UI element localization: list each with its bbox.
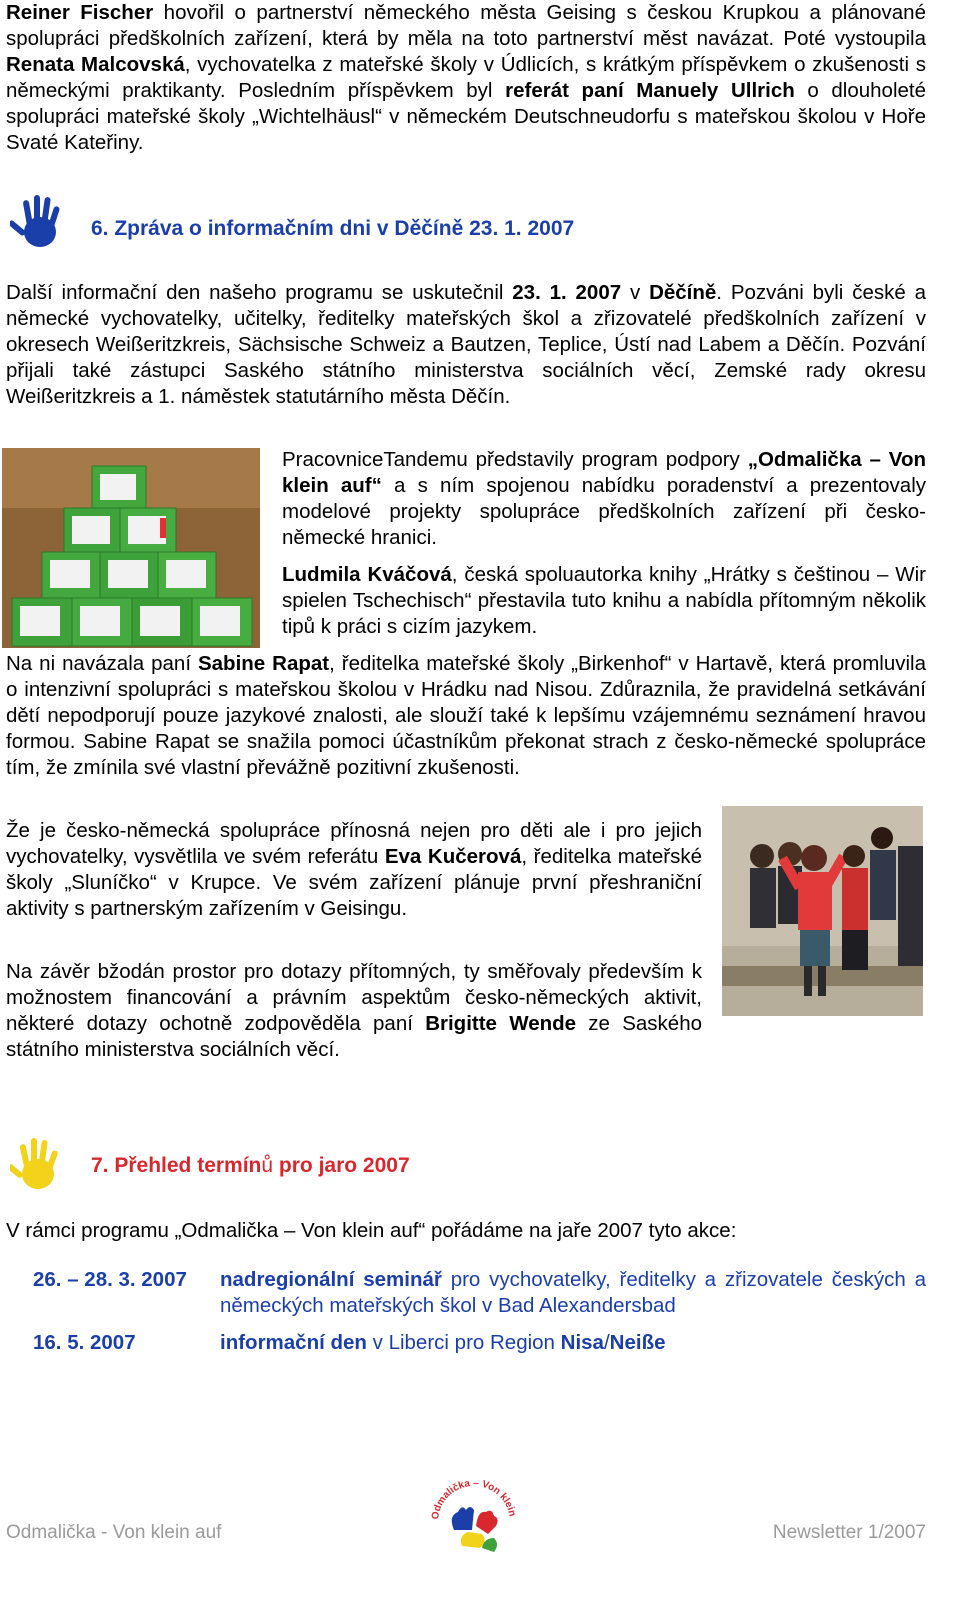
photo-participants-dancing	[722, 806, 923, 1016]
event-description: nadregionální seminář pro vychovatelky, ředitelky a zřizovatele českých a německých mateřských škol v Bad Alexandersbad	[220, 1268, 926, 1317]
section-7-heading: 7. Přehled termínů pro jaro 2007	[91, 1154, 410, 1177]
event-date: 26. – 28. 3. 2007	[33, 1268, 187, 1291]
photo-exhibition-boxes	[2, 448, 260, 648]
closing-paragraph: Na závěr bžodán prostor pro dotazy přítomných, ty směřovaly především k možnostem financování a právním aspektům česko-německých aktivit, některé dotazy ochotně zodpověděla paní Brigitte Wende ze Saského státního ministerstva sociálních věcí.	[6, 960, 702, 1061]
footer-right: Newsletter 1/2007	[772, 1522, 926, 1543]
logo-text: Odmalička – Von klein	[429, 1477, 518, 1521]
event-date: 16. 5. 2007	[33, 1331, 136, 1354]
rapat-paragraph: Na ni navázala paní Sabine Rapat, ředitelka mateřské školy „Birkenhof“ v Hartavě, která promluvila o intenzivní spolupráci s mateřskou školou v Hrádku nad Nisou. Zdůraznila, že pravidelná setkávání dětí nepodporují pouze jazykové znalosti, ale slouží také k lepšímu vzájemnému seznámení hravou formou. Sabine Rapat se snažila pomoci účastníkům překonat strach z česko-německé spolupráce tím, že zmínila své vlastní převážně pozitivní zkušenosti.	[6, 652, 927, 779]
speaker-name: referát paní Manuely Ullrich	[505, 79, 795, 102]
section-6-heading: 6. Zpráva o informačním dni v Děčíně 23. 1. 2007	[91, 217, 575, 240]
info-day-paragraph: Další informační den našeho programu se uskutečnil 23. 1. 2007 v Děčíně. Pozváni byli české a německé vychovatelky, učitelky, ředitelky mateřských škol a zřizovatelé předškolních zařízení v okresech Weißeritzkreis, Sächsische Schweiz a Bautzen, Teplice, Ústí nad Labem a Děčín. Pozvání přijali také zástupci Saského státního ministerstva sociálních věcí, Zemské rady okresu Weißeritzkreis a 1. náměstek statutárního města Děčín.	[6, 281, 926, 408]
event-description: informační den v Liberci pro Region Nisa/Neiße	[220, 1331, 666, 1354]
intro-paragraph: Reiner Fischer hovořil o partnerství německého města Geising s českou Krupkou a plánované spolupráci předškolních zařízení, která by měla na toto partnerství měst navázat. Poté vystoupila Renata Malcovská, vychovatelka z mateřské školy v Údlicích, s krátkým příspěvkem o zkušenosti s německými praktikanty. Posledním příspěvkem byl referát paní Manuely Ullrich o dlouholeté spolupráci mateřské školy „Wichtelhäusl“ v německém Deutschneudorfu s mateřskou školou v Hoře Svaté Kateřiny.	[6, 1, 927, 154]
speaker-name: Reiner Fischer	[6, 1, 154, 24]
footer-left: Odmalička - Von klein auf	[6, 1522, 222, 1543]
speaker-name: Renata Malcovská	[6, 53, 185, 76]
blue-hand-icon	[10, 192, 66, 252]
kucerova-paragraph: Že je česko-německá spolupráce přínosná nejen pro děti ale i pro jejich vychovatelky, vysvětlila ve svém referátu Eva Kučerová, ředitelka mateřské školy „Sluníčko“ v Krupce. Ve svém zařízení plánuje první přeshraniční aktivity s partnerským zařízením v Geisingu.	[6, 819, 702, 920]
odmalicka-logo	[424, 1468, 524, 1568]
events-intro: V rámci programu „Odmalička – Von klein auf“ pořádáme na jaře 2007 tyto akce:	[6, 1219, 737, 1242]
book-paragraph: Ludmila Kváčová, česká spoluautorka knihy „Hrátky s češtinou – Wir spielen Tschechisch“ přestavila tuto knihu a nabídla přítomným několik tipů k práci s cizím jazykem.	[282, 563, 927, 638]
yellow-hand-icon	[10, 1134, 66, 1194]
tandem-paragraph: PracovniceTandemu představily program podpory „Odmalička – Von klein auf“ a s ním spojenou nabídku poradenství a prezentovaly modelové projekty spolupráce předškolních zařízení při česko-německé hranici.	[282, 448, 926, 549]
